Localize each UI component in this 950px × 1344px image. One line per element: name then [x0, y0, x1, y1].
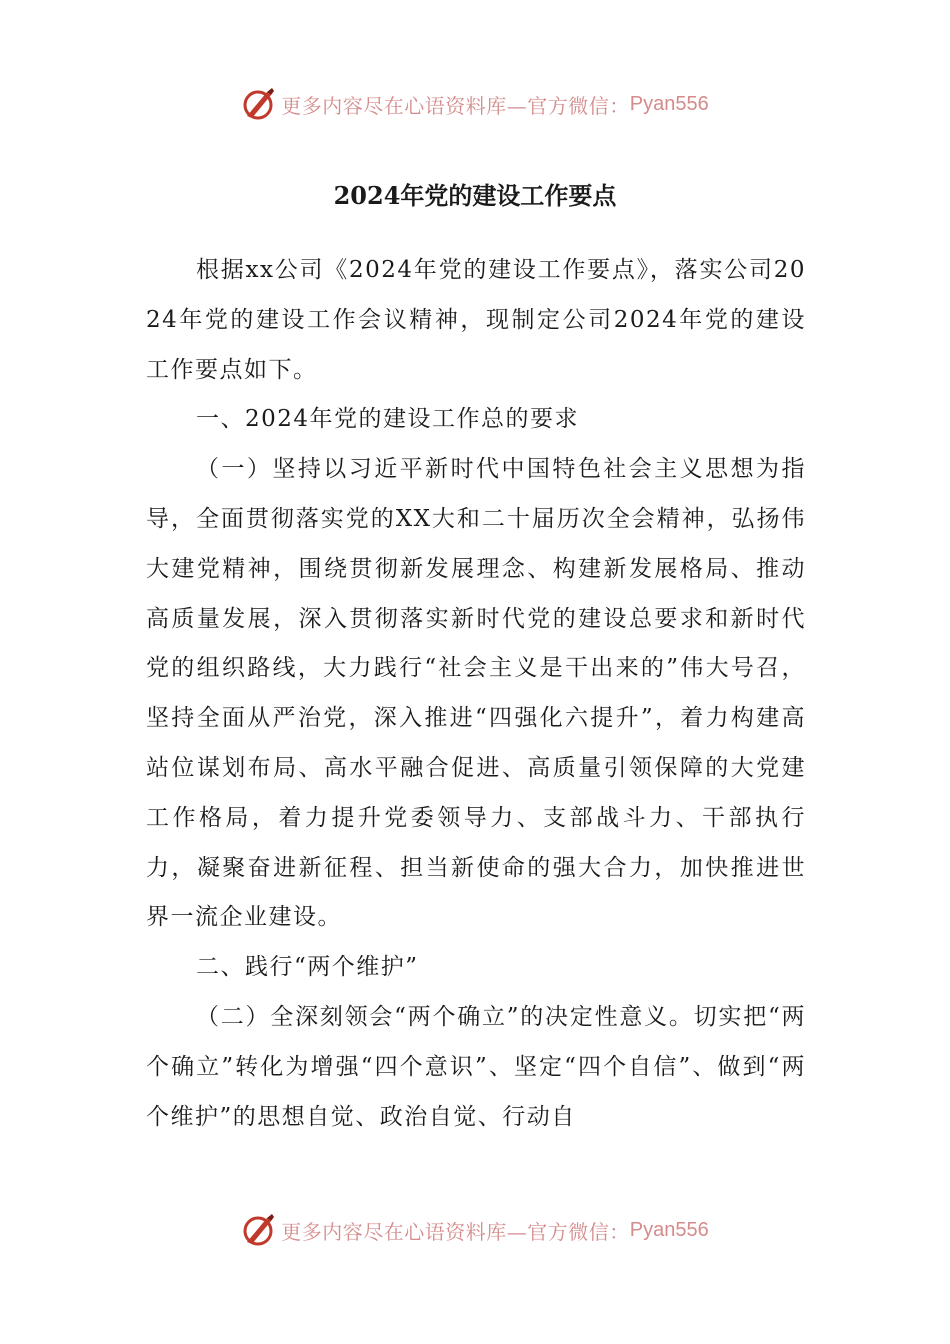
paragraph-two-establishments: （二）全深刻领会“两个确立”的决定性意义。切实把“两个确立”转化为增强“四个意识”、坚定“四个自信”、做到“两个维护”的思想自觉、政治自觉、行动自 [146, 1003, 806, 1130]
banner-text: 更多内容尽在心语资料库—官方微信： [281, 1219, 630, 1244]
footer-watermark-banner [0, 1208, 950, 1252]
pen-circle-logo-icon [241, 1212, 277, 1248]
pen-circle-logo-icon [241, 86, 277, 122]
section-heading-2: 二、践行“两个维护” [196, 954, 419, 981]
document-body [146, 246, 806, 1142]
banner-text: 更多内容尽在心语资料库—官方微信： [281, 93, 630, 118]
paragraph-intro: 根据xx公司《2024年党的建设工作要点》，落实公司2024年党的建设工作会议精神，现制定公司2024年党的建设工作要点如下。 [146, 257, 806, 383]
banner-wechat-id: Pyan556 [629, 92, 709, 115]
header-watermark-banner [0, 82, 950, 126]
section-heading-1: 一、2024年党的建设工作总的要求 [196, 406, 580, 433]
banner-wechat-id: Pyan556 [629, 1218, 709, 1241]
paragraph-requirements: （一）坚持以习近平新时代中国特色社会主义思想为指导，全面贯彻落实党的XX大和二十届历次全会精神，弘扬伟大建党精神，围绕贯彻新发展理念、构建新发展格局、推动高质量发展，深入贯彻落实新时代党的建设总要求和新时代党的组织路线，大力践行“社会主义是干出来的”伟大号召，坚持全面从严治党，深入推进“四强化六提升”，着力构建高站位谋划布局、高水平融合促进、高质量引领保障的大党建工作格局，着力提升党委领导力、支部战斗力、干部执行力，凝聚奋进新征程、担当新使命的强大合力，加快推进世界一流企业建设。 [146, 456, 806, 931]
document-title: 2024年党的建设工作要点 [333, 181, 617, 210]
